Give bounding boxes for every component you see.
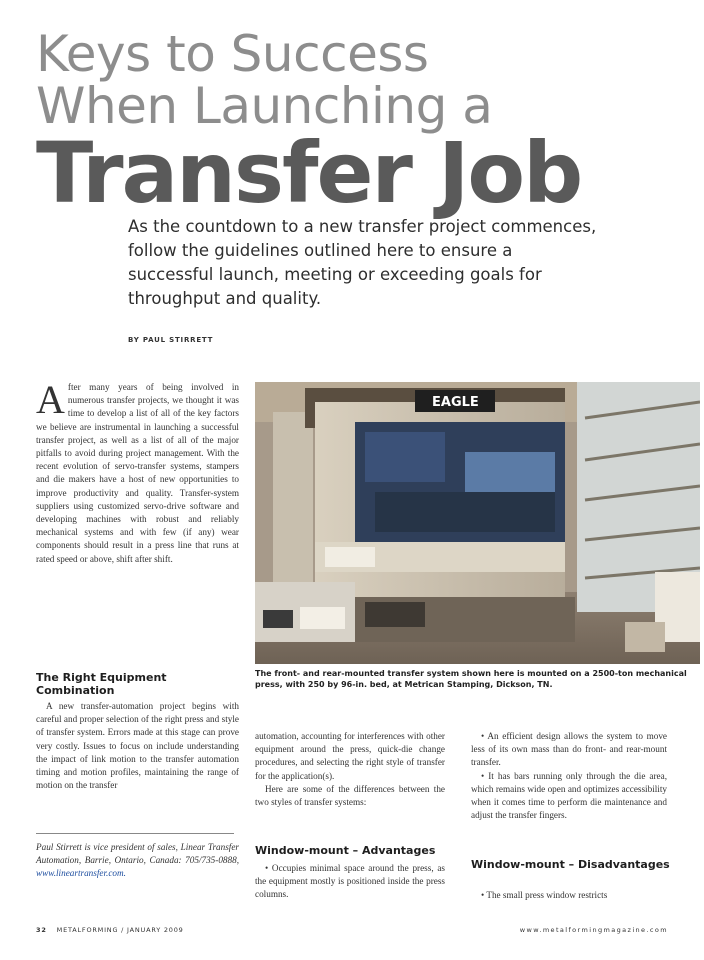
- author-bio-text: Paul Stirrett is vice president of sales, Linear Transfer Automation, Barrie, Ontario, Canada: 705/735-0888,: [36, 842, 239, 866]
- column-3: [471, 730, 667, 822]
- column-3-continued: [471, 889, 667, 902]
- byline: BY PAUL STIRRETT: [128, 336, 214, 344]
- section-heading-window-disadvantages: Window-mount – Disadvantages: [471, 858, 670, 871]
- section-heading-equipment: The Right Equipment Combination: [36, 671, 167, 697]
- intro-paragraph: fter many years of being involved in numerous transfer projects, we thought it was time to develop a list of all of the key factors we believe are instrumental in launching a successful transfer project, as well as a list of all of the major pitfalls to avoid during project management. With the recent evolution of servo-transfer systems, stampers and die makers have a host of new opportunities to improve productivity and quality. Transfer-system suppliers using customized servo-drive software and developing machines with robust and reliably mechanical systems and with few (if any) wear components should result in a press line that runs at rated speed or above, shift after shift.: [36, 382, 239, 564]
- col2-paragraph-2: Here are some of the differences between the two styles of transfer systems:: [255, 783, 445, 808]
- author-website-link[interactable]: www.lineartransfer.com.: [36, 868, 126, 879]
- col3-paragraph-1: • An efficient design allows the system to move less of its own mass than do front- and rear-mount transfer.: [471, 731, 667, 768]
- section-heading-window-advantages: Window-mount – Advantages: [255, 844, 436, 857]
- headline-line-2: When Launching a: [36, 77, 493, 135]
- page-number: 32: [36, 926, 47, 934]
- folio-left: [36, 926, 184, 934]
- magazine-url[interactable]: www.metalformingmagazine.com: [519, 926, 668, 934]
- column-2: [255, 730, 445, 809]
- headline: [36, 25, 582, 222]
- equipment-paragraph: A new transfer-automation project begins with careful and proper selection of the right press and style of transfer system. Errors made at this stage can prove very costly. Issues to focus on include understanding the impact of link motion to the transfer automation timing and motion profiles, maintaining the range of motion on the transfer: [36, 701, 239, 791]
- bio-divider: [36, 833, 234, 834]
- headline-line-1: Keys to Success: [36, 25, 429, 83]
- col2-paragraph-1: automation, accounting for interferences with other equipment around the press, quick-die change procedures, and selecting the right style of transfer for the application(s).: [255, 731, 445, 781]
- author-bio: [36, 841, 239, 881]
- press-photo-illustration: [255, 382, 700, 664]
- equipment-column: [36, 700, 239, 792]
- press-photo: [255, 382, 700, 664]
- col3-paragraph-2: • It has bars running only through the die area, which remains wide open and optimizes accessibility when it comes time to perform die maintenance and adjust the transfer fingers.: [471, 770, 667, 821]
- headline-line-3: Transfer Job: [36, 124, 582, 222]
- deck-subtitle: As the countdown to a new transfer project commences, follow the guidelines outlined here to ensure a successful launch, meeting or exceeding goals for throughput and quality.: [128, 217, 597, 308]
- column-2-continued: [255, 862, 445, 902]
- intro-column: [36, 377, 239, 566]
- col3-paragraph-3: • The small press window restricts: [481, 890, 608, 900]
- magazine-issue: METALFORMING / JANUARY 2009: [56, 926, 184, 934]
- press-brand-label: EAGLE: [432, 395, 479, 410]
- drop-cap: A: [36, 377, 65, 422]
- col2-paragraph-3: • Occupies minimal space around the press, as the equipment mostly is positioned inside the press columns.: [255, 863, 445, 900]
- photo-caption: The front- and rear-mounted transfer system shown here is mounted on a 2500-ton mechanical press, with 250 by 96-in. bed, at Metrican Stamping, Dickson, TN.: [255, 669, 687, 689]
